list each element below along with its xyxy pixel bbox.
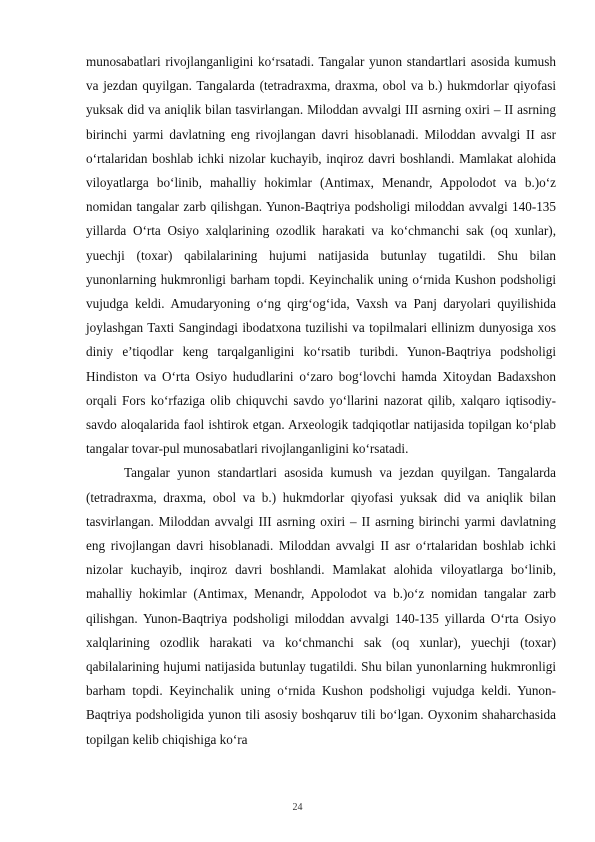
paragraph-1: munosabatlari rivojlanganligini ko‘rsatadi. Tangalar yunon standartlari asosida kumush va jezdan quyilgan. Tangalarda (tetradraxma, draxma, obol va b.) hukmdorlar qiyofasi yuksak did va aniqlik bilan tasvirlangan. Miloddan avvalgi III asrning oxiri – II asrning birinchi yarmi davlatning eng rivojlangan davri hisoblanadi. Miloddan avvalgi II asr o‘rtalaridan boshlab ichki nizolar kuchayib, inqiroz davri boshlandi. Mamlakat alohida viloyatlarga bo‘linib, mahalliy hokimlar (Antimax, Menandr, Appolodot va b.)o‘z nomidan tangalar zarb qilishgan. Yunon-Baqtriya podsholigi miloddan avvalgi 140-135 yillarda O‘rta Osiyo xalqlarining ozodlik harakati va ko‘chmanchi sak (oq xunlar), yuechji (toxar) qabilalarining hujumi natijasida butunlay tugatildi. Shu bilan yunonlarning hukmronligi barham topdi. Keyinchalik uning o‘rnida Kushon podsholigi vujudga keldi. Amudaryoning o‘ng qirg‘og‘ida, Vaxsh va Panj daryolari quyilishida joylashgan Taxti Sangindagi ibodatxona tuzilishi va topilmalari ellinizm dunyosiga xos diniy e’tiqodlar keng tarqalganligini ko‘rsatib turibdi. Yunon-Baqtriya podsholigi Hindiston va O‘rta Osiyo hududlarini o‘zaro bog‘lovchi hamda Xitoydan Badaxshon orqali Fors ko‘rfaziga olib chiquvchi savdo yo‘llarini nazorat qilib, xalqaro iqtisodiy-savdo aloqalarida faol ishtirok etgan. Arxeologik tadqiqotlar natijasida topilgan ko‘plab tangalar tovar-pul munosabatlari rivojlanganligini ko‘rsatadi. [86, 54, 556, 457]
paragraph-2: Tangalar yunon standartlari asosida kumush va jezdan quyilgan. Tangalarda (tetradraxma, draxma, obol va b.) hukmdorlar qiyofasi yuksak did va aniqlik bilan tasvirlangan. Miloddan avvalgi III asrning oxiri – II asrning birinchi yarmi davlatning eng rivojlangan davri hisoblanadi. Miloddan avvalgi II asr o‘rtalaridan boshlab ichki nizolar kuchayib, inqiroz davri boshlandi. Mamlakat alohida viloyatlarga bo‘linib, mahalliy hokimlar (Antimax, Menandr, Appolodot va b.)o‘z nomidan tangalar zarb qilishgan. Yunon-Baqtriya podsholigi miloddan avvalgi 140-135 yillarda O‘rta Osiyo xalqlarining ozodlik harakati va ko‘chmanchi sak (oq xunlar), yuechji (toxar) qabilalarining hujumi natijasida butunlay tugatildi. Shu bilan yunonlarning hukmronligi barham topdi. Keyinchalik uning o‘rnida Kushon podsholigi vujudga keldi. Yunon-Baqtriya podsholigida yunon tili asosiy boshqaruv tili bo‘lgan. Oyxonim shaharchasida topilgan kelib chiqishiga ko‘ra [86, 465, 556, 747]
page-number: 24 [292, 802, 303, 813]
document-body [86, 50, 556, 752]
